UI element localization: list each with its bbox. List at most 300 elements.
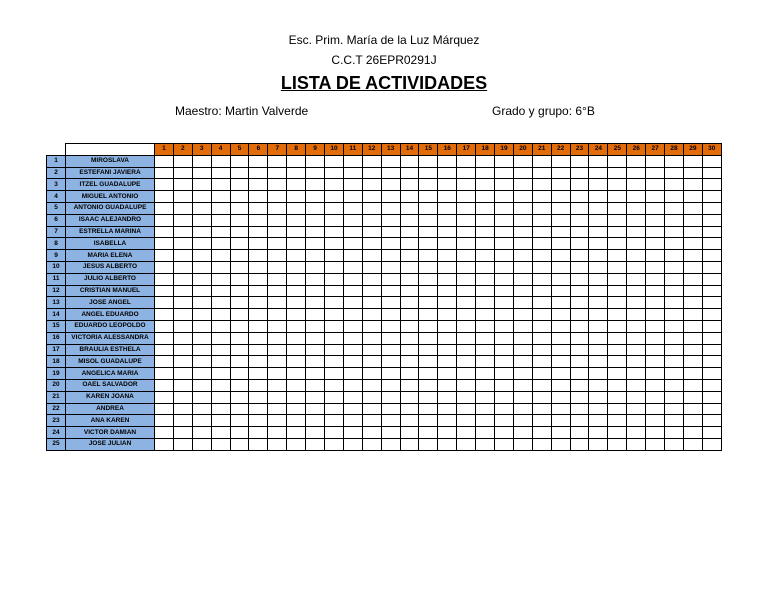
activity-cell[interactable]: [173, 297, 192, 309]
activity-cell[interactable]: [249, 226, 268, 238]
activity-cell[interactable]: [287, 415, 306, 427]
activity-cell[interactable]: [249, 285, 268, 297]
activity-cell[interactable]: [702, 356, 721, 368]
activity-cell[interactable]: [570, 285, 589, 297]
activity-cell[interactable]: [400, 155, 419, 167]
activity-cell[interactable]: [665, 214, 684, 226]
activity-cell[interactable]: [381, 202, 400, 214]
activity-cell[interactable]: [419, 320, 438, 332]
activity-cell[interactable]: [325, 427, 344, 439]
activity-cell[interactable]: [683, 202, 702, 214]
activity-cell[interactable]: [343, 415, 362, 427]
activity-cell[interactable]: [155, 226, 174, 238]
activity-cell[interactable]: [230, 427, 249, 439]
activity-cell[interactable]: [249, 202, 268, 214]
activity-cell[interactable]: [702, 320, 721, 332]
activity-cell[interactable]: [532, 238, 551, 250]
activity-cell[interactable]: [230, 179, 249, 191]
activity-cell[interactable]: [702, 403, 721, 415]
activity-cell[interactable]: [665, 273, 684, 285]
activity-cell[interactable]: [438, 379, 457, 391]
activity-cell[interactable]: [683, 332, 702, 344]
activity-cell[interactable]: [627, 368, 646, 380]
activity-cell[interactable]: [646, 356, 665, 368]
activity-cell[interactable]: [627, 214, 646, 226]
activity-cell[interactable]: [589, 427, 608, 439]
activity-cell[interactable]: [570, 155, 589, 167]
activity-cell[interactable]: [325, 320, 344, 332]
activity-cell[interactable]: [381, 309, 400, 321]
activity-cell[interactable]: [268, 427, 287, 439]
activity-cell[interactable]: [211, 368, 230, 380]
activity-cell[interactable]: [665, 250, 684, 262]
activity-cell[interactable]: [362, 167, 381, 179]
activity-cell[interactable]: [343, 344, 362, 356]
activity-cell[interactable]: [249, 391, 268, 403]
activity-cell[interactable]: [155, 391, 174, 403]
activity-cell[interactable]: [230, 332, 249, 344]
activity-cell[interactable]: [343, 250, 362, 262]
activity-cell[interactable]: [362, 285, 381, 297]
activity-cell[interactable]: [211, 202, 230, 214]
activity-cell[interactable]: [532, 179, 551, 191]
activity-cell[interactable]: [287, 179, 306, 191]
activity-cell[interactable]: [325, 344, 344, 356]
activity-cell[interactable]: [381, 379, 400, 391]
activity-cell[interactable]: [627, 415, 646, 427]
activity-cell[interactable]: [362, 391, 381, 403]
activity-cell[interactable]: [627, 202, 646, 214]
activity-cell[interactable]: [438, 391, 457, 403]
activity-cell[interactable]: [646, 438, 665, 450]
activity-cell[interactable]: [155, 167, 174, 179]
activity-cell[interactable]: [702, 214, 721, 226]
activity-cell[interactable]: [230, 250, 249, 262]
activity-cell[interactable]: [343, 155, 362, 167]
activity-cell[interactable]: [476, 403, 495, 415]
activity-cell[interactable]: [287, 309, 306, 321]
activity-cell[interactable]: [457, 403, 476, 415]
activity-cell[interactable]: [665, 226, 684, 238]
activity-cell[interactable]: [362, 379, 381, 391]
activity-cell[interactable]: [457, 202, 476, 214]
activity-cell[interactable]: [155, 273, 174, 285]
activity-cell[interactable]: [665, 438, 684, 450]
activity-cell[interactable]: [249, 379, 268, 391]
activity-cell[interactable]: [495, 427, 514, 439]
activity-cell[interactable]: [495, 191, 514, 203]
activity-cell[interactable]: [438, 320, 457, 332]
activity-cell[interactable]: [570, 379, 589, 391]
activity-cell[interactable]: [683, 273, 702, 285]
activity-cell[interactable]: [476, 238, 495, 250]
activity-cell[interactable]: [513, 332, 532, 344]
activity-cell[interactable]: [155, 320, 174, 332]
activity-cell[interactable]: [343, 309, 362, 321]
activity-cell[interactable]: [268, 167, 287, 179]
activity-cell[interactable]: [325, 191, 344, 203]
activity-cell[interactable]: [419, 179, 438, 191]
activity-cell[interactable]: [438, 273, 457, 285]
activity-cell[interactable]: [513, 214, 532, 226]
activity-cell[interactable]: [230, 261, 249, 273]
activity-cell[interactable]: [683, 368, 702, 380]
activity-cell[interactable]: [287, 214, 306, 226]
activity-cell[interactable]: [683, 167, 702, 179]
activity-cell[interactable]: [627, 427, 646, 439]
activity-cell[interactable]: [381, 155, 400, 167]
activity-cell[interactable]: [306, 379, 325, 391]
activity-cell[interactable]: [155, 285, 174, 297]
activity-cell[interactable]: [419, 202, 438, 214]
activity-cell[interactable]: [343, 226, 362, 238]
activity-cell[interactable]: [513, 415, 532, 427]
activity-cell[interactable]: [627, 438, 646, 450]
activity-cell[interactable]: [457, 226, 476, 238]
activity-cell[interactable]: [268, 261, 287, 273]
activity-cell[interactable]: [192, 379, 211, 391]
activity-cell[interactable]: [665, 297, 684, 309]
activity-cell[interactable]: [287, 332, 306, 344]
activity-cell[interactable]: [457, 179, 476, 191]
activity-cell[interactable]: [211, 344, 230, 356]
activity-cell[interactable]: [646, 179, 665, 191]
activity-cell[interactable]: [608, 309, 627, 321]
activity-cell[interactable]: [683, 438, 702, 450]
activity-cell[interactable]: [381, 214, 400, 226]
activity-cell[interactable]: [683, 379, 702, 391]
activity-cell[interactable]: [306, 391, 325, 403]
activity-cell[interactable]: [268, 391, 287, 403]
activity-cell[interactable]: [287, 238, 306, 250]
activity-cell[interactable]: [551, 297, 570, 309]
activity-cell[interactable]: [495, 155, 514, 167]
activity-cell[interactable]: [495, 309, 514, 321]
activity-cell[interactable]: [155, 238, 174, 250]
activity-cell[interactable]: [476, 309, 495, 321]
activity-cell[interactable]: [192, 344, 211, 356]
activity-cell[interactable]: [419, 356, 438, 368]
activity-cell[interactable]: [665, 238, 684, 250]
activity-cell[interactable]: [495, 438, 514, 450]
activity-cell[interactable]: [532, 438, 551, 450]
activity-cell[interactable]: [438, 285, 457, 297]
activity-cell[interactable]: [551, 214, 570, 226]
activity-cell[interactable]: [306, 155, 325, 167]
activity-cell[interactable]: [495, 273, 514, 285]
activity-cell[interactable]: [476, 427, 495, 439]
activity-cell[interactable]: [532, 167, 551, 179]
activity-cell[interactable]: [438, 155, 457, 167]
activity-cell[interactable]: [457, 438, 476, 450]
activity-cell[interactable]: [230, 391, 249, 403]
activity-cell[interactable]: [702, 427, 721, 439]
activity-cell[interactable]: [306, 344, 325, 356]
activity-cell[interactable]: [230, 285, 249, 297]
activity-cell[interactable]: [211, 226, 230, 238]
activity-cell[interactable]: [173, 238, 192, 250]
activity-cell[interactable]: [400, 427, 419, 439]
activity-cell[interactable]: [476, 285, 495, 297]
activity-cell[interactable]: [702, 226, 721, 238]
activity-cell[interactable]: [589, 250, 608, 262]
activity-cell[interactable]: [665, 403, 684, 415]
activity-cell[interactable]: [608, 250, 627, 262]
activity-cell[interactable]: [683, 250, 702, 262]
activity-cell[interactable]: [532, 214, 551, 226]
activity-cell[interactable]: [551, 438, 570, 450]
activity-cell[interactable]: [325, 309, 344, 321]
activity-cell[interactable]: [400, 202, 419, 214]
activity-cell[interactable]: [570, 297, 589, 309]
activity-cell[interactable]: [400, 214, 419, 226]
activity-cell[interactable]: [306, 309, 325, 321]
activity-cell[interactable]: [268, 238, 287, 250]
activity-cell[interactable]: [476, 391, 495, 403]
activity-cell[interactable]: [513, 167, 532, 179]
activity-cell[interactable]: [702, 202, 721, 214]
activity-cell[interactable]: [362, 297, 381, 309]
activity-cell[interactable]: [438, 261, 457, 273]
activity-cell[interactable]: [173, 438, 192, 450]
activity-cell[interactable]: [589, 214, 608, 226]
activity-cell[interactable]: [173, 427, 192, 439]
activity-cell[interactable]: [457, 250, 476, 262]
activity-cell[interactable]: [495, 391, 514, 403]
activity-cell[interactable]: [173, 273, 192, 285]
activity-cell[interactable]: [589, 356, 608, 368]
activity-cell[interactable]: [325, 167, 344, 179]
activity-cell[interactable]: [155, 191, 174, 203]
activity-cell[interactable]: [665, 391, 684, 403]
activity-cell[interactable]: [513, 427, 532, 439]
activity-cell[interactable]: [570, 191, 589, 203]
activity-cell[interactable]: [513, 238, 532, 250]
activity-cell[interactable]: [570, 427, 589, 439]
activity-cell[interactable]: [211, 191, 230, 203]
activity-cell[interactable]: [683, 155, 702, 167]
activity-cell[interactable]: [702, 261, 721, 273]
activity-cell[interactable]: [551, 356, 570, 368]
activity-cell[interactable]: [702, 297, 721, 309]
activity-cell[interactable]: [419, 344, 438, 356]
activity-cell[interactable]: [457, 320, 476, 332]
activity-cell[interactable]: [325, 226, 344, 238]
activity-cell[interactable]: [155, 250, 174, 262]
activity-cell[interactable]: [551, 344, 570, 356]
activity-cell[interactable]: [627, 391, 646, 403]
activity-cell[interactable]: [570, 250, 589, 262]
activity-cell[interactable]: [287, 155, 306, 167]
activity-cell[interactable]: [249, 320, 268, 332]
activity-cell[interactable]: [287, 438, 306, 450]
activity-cell[interactable]: [173, 403, 192, 415]
activity-cell[interactable]: [495, 226, 514, 238]
activity-cell[interactable]: [343, 191, 362, 203]
activity-cell[interactable]: [495, 179, 514, 191]
activity-cell[interactable]: [438, 297, 457, 309]
activity-cell[interactable]: [608, 320, 627, 332]
activity-cell[interactable]: [532, 297, 551, 309]
activity-cell[interactable]: [192, 167, 211, 179]
activity-cell[interactable]: [551, 379, 570, 391]
activity-cell[interactable]: [230, 415, 249, 427]
activity-cell[interactable]: [155, 202, 174, 214]
activity-cell[interactable]: [513, 320, 532, 332]
activity-cell[interactable]: [249, 403, 268, 415]
activity-cell[interactable]: [532, 309, 551, 321]
activity-cell[interactable]: [362, 438, 381, 450]
activity-cell[interactable]: [173, 250, 192, 262]
activity-cell[interactable]: [192, 250, 211, 262]
activity-cell[interactable]: [287, 297, 306, 309]
activity-cell[interactable]: [211, 179, 230, 191]
activity-cell[interactable]: [665, 285, 684, 297]
activity-cell[interactable]: [495, 285, 514, 297]
activity-cell[interactable]: [381, 332, 400, 344]
activity-cell[interactable]: [381, 320, 400, 332]
activity-cell[interactable]: [532, 273, 551, 285]
activity-cell[interactable]: [155, 332, 174, 344]
activity-cell[interactable]: [155, 155, 174, 167]
activity-cell[interactable]: [249, 191, 268, 203]
activity-cell[interactable]: [230, 155, 249, 167]
activity-cell[interactable]: [589, 403, 608, 415]
activity-cell[interactable]: [457, 214, 476, 226]
activity-cell[interactable]: [683, 391, 702, 403]
activity-cell[interactable]: [362, 261, 381, 273]
activity-cell[interactable]: [589, 226, 608, 238]
activity-cell[interactable]: [495, 415, 514, 427]
activity-cell[interactable]: [495, 238, 514, 250]
activity-cell[interactable]: [192, 226, 211, 238]
activity-cell[interactable]: [532, 226, 551, 238]
activity-cell[interactable]: [646, 427, 665, 439]
activity-cell[interactable]: [173, 309, 192, 321]
activity-cell[interactable]: [287, 167, 306, 179]
activity-cell[interactable]: [495, 250, 514, 262]
activity-cell[interactable]: [627, 250, 646, 262]
activity-cell[interactable]: [306, 438, 325, 450]
activity-cell[interactable]: [665, 191, 684, 203]
activity-cell[interactable]: [665, 202, 684, 214]
activity-cell[interactable]: [268, 155, 287, 167]
activity-cell[interactable]: [268, 332, 287, 344]
activity-cell[interactable]: [230, 403, 249, 415]
activity-cell[interactable]: [683, 261, 702, 273]
activity-cell[interactable]: [173, 285, 192, 297]
activity-cell[interactable]: [513, 403, 532, 415]
activity-cell[interactable]: [192, 438, 211, 450]
activity-cell[interactable]: [476, 320, 495, 332]
activity-cell[interactable]: [702, 285, 721, 297]
activity-cell[interactable]: [306, 167, 325, 179]
activity-cell[interactable]: [513, 379, 532, 391]
activity-cell[interactable]: [400, 273, 419, 285]
activity-cell[interactable]: [532, 285, 551, 297]
activity-cell[interactable]: [400, 356, 419, 368]
activity-cell[interactable]: [249, 179, 268, 191]
activity-cell[interactable]: [419, 332, 438, 344]
activity-cell[interactable]: [495, 167, 514, 179]
activity-cell[interactable]: [249, 356, 268, 368]
activity-cell[interactable]: [268, 250, 287, 262]
activity-cell[interactable]: [570, 273, 589, 285]
activity-cell[interactable]: [192, 191, 211, 203]
activity-cell[interactable]: [211, 250, 230, 262]
activity-cell[interactable]: [343, 438, 362, 450]
activity-cell[interactable]: [570, 226, 589, 238]
activity-cell[interactable]: [551, 202, 570, 214]
activity-cell[interactable]: [381, 438, 400, 450]
activity-cell[interactable]: [627, 179, 646, 191]
activity-cell[interactable]: [192, 427, 211, 439]
activity-cell[interactable]: [306, 368, 325, 380]
activity-cell[interactable]: [211, 297, 230, 309]
activity-cell[interactable]: [400, 344, 419, 356]
activity-cell[interactable]: [513, 226, 532, 238]
activity-cell[interactable]: [457, 427, 476, 439]
activity-cell[interactable]: [192, 391, 211, 403]
activity-cell[interactable]: [287, 285, 306, 297]
activity-cell[interactable]: [532, 202, 551, 214]
activity-cell[interactable]: [457, 238, 476, 250]
activity-cell[interactable]: [476, 368, 495, 380]
activity-cell[interactable]: [551, 261, 570, 273]
activity-cell[interactable]: [683, 214, 702, 226]
activity-cell[interactable]: [211, 403, 230, 415]
activity-cell[interactable]: [551, 273, 570, 285]
activity-cell[interactable]: [457, 155, 476, 167]
activity-cell[interactable]: [513, 297, 532, 309]
activity-cell[interactable]: [419, 391, 438, 403]
activity-cell[interactable]: [211, 261, 230, 273]
activity-cell[interactable]: [325, 179, 344, 191]
activity-cell[interactable]: [589, 391, 608, 403]
activity-cell[interactable]: [287, 403, 306, 415]
activity-cell[interactable]: [192, 238, 211, 250]
activity-cell[interactable]: [381, 356, 400, 368]
activity-cell[interactable]: [343, 332, 362, 344]
activity-cell[interactable]: [362, 309, 381, 321]
activity-cell[interactable]: [173, 379, 192, 391]
activity-cell[interactable]: [608, 202, 627, 214]
activity-cell[interactable]: [702, 332, 721, 344]
activity-cell[interactable]: [400, 250, 419, 262]
activity-cell[interactable]: [268, 214, 287, 226]
activity-cell[interactable]: [665, 261, 684, 273]
activity-cell[interactable]: [532, 368, 551, 380]
activity-cell[interactable]: [287, 344, 306, 356]
activity-cell[interactable]: [306, 320, 325, 332]
activity-cell[interactable]: [192, 202, 211, 214]
activity-cell[interactable]: [249, 438, 268, 450]
activity-cell[interactable]: [362, 155, 381, 167]
activity-cell[interactable]: [306, 273, 325, 285]
activity-cell[interactable]: [589, 155, 608, 167]
activity-cell[interactable]: [589, 273, 608, 285]
activity-cell[interactable]: [476, 214, 495, 226]
activity-cell[interactable]: [608, 368, 627, 380]
activity-cell[interactable]: [608, 285, 627, 297]
activity-cell[interactable]: [173, 368, 192, 380]
activity-cell[interactable]: [343, 368, 362, 380]
activity-cell[interactable]: [476, 191, 495, 203]
activity-cell[interactable]: [268, 356, 287, 368]
activity-cell[interactable]: [513, 356, 532, 368]
activity-cell[interactable]: [343, 356, 362, 368]
activity-cell[interactable]: [570, 332, 589, 344]
